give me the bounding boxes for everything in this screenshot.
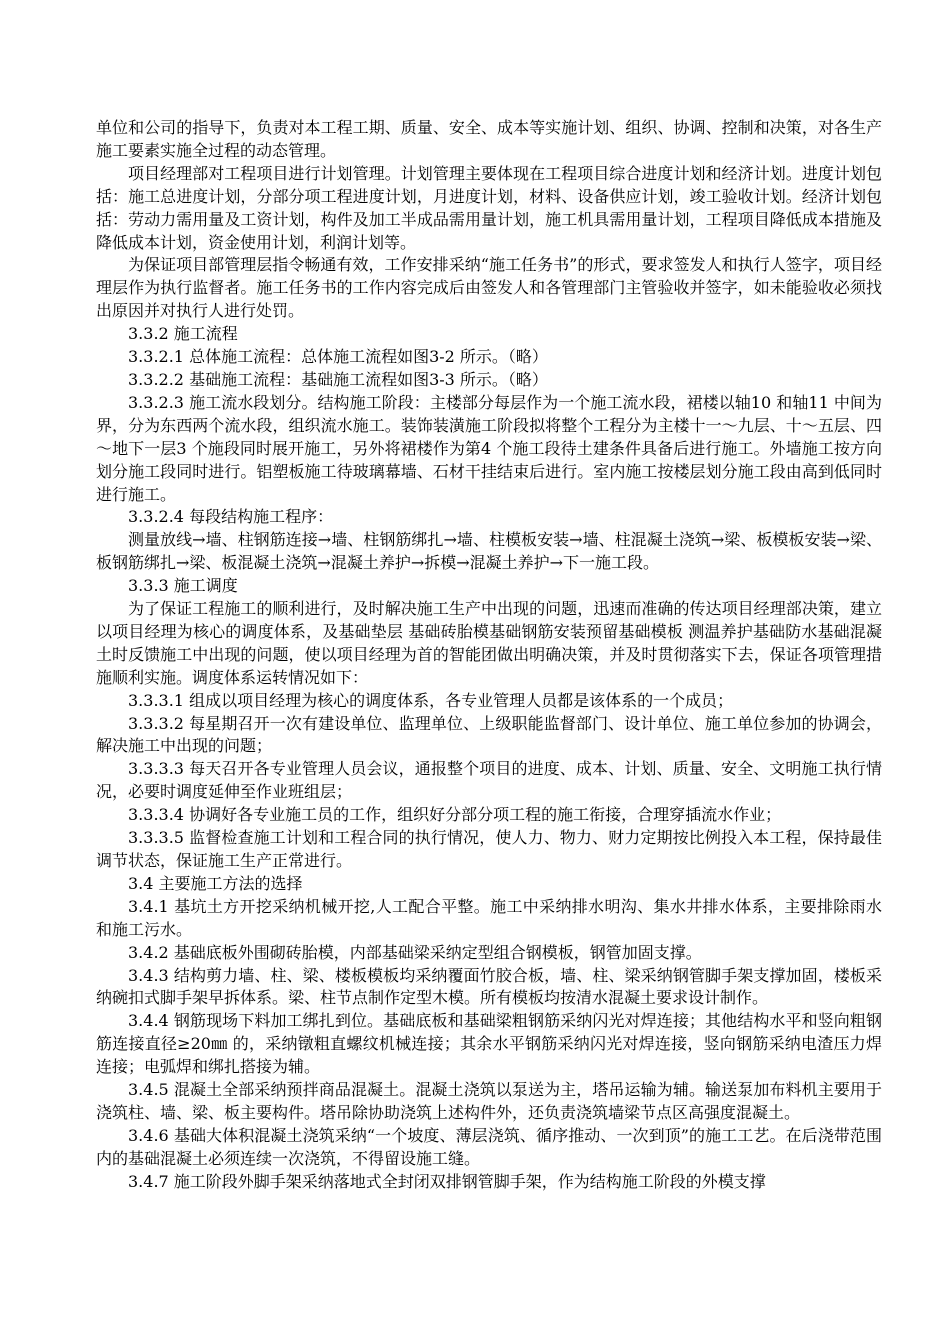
section-heading-3-4: 3.4 主要施工方法的选择 [128,873,303,893]
paragraph-3-3-2-1: 3.3.2.1 总体施工流程：总体施工流程如图3-2 所示。（略） [128,347,548,367]
paragraph-3-4-5: 3.4.5 混凝土全部采纳预拌商品混凝土。混凝土浇筑以泵送为主，塔吊运输为辅。输送泵加布料机主要用于浇筑柱、墙、梁、板主要构件。塔吊除协助浇筑上述构件外，还负责浇筑墙梁节点区高强度混凝土。 [96,1080,882,1122]
paragraph-3-3-3-1: 3.3.3.1 组成以项目经理为核心的调度体系，各专业管理人员都是该体系的一个成员； [128,690,734,710]
paragraph-3-3-2-3: 3.3.2.3 施工流水段划分。结构施工阶段：主楼部分每层作为一个施工流水段，裙楼以轴10 和轴11 中间为界，分为东西两个流水段，组织流水施工。装饰装潢施工阶段拟将整个工程分为主楼十一～九层、十～五层、四～地下一层3 个施段同时展开施工，另外将裙楼作为第4 个施工段待土建条件具备后进行施工。外墙施工按方向划分施工段同时进行。铝塑板施工待玻璃幕墙、石材干挂结束后进行。室内施工按楼层划分施工段由高到低同时进行施工。 [96,392,882,504]
paragraph-3-4-3: 3.4.3 结构剪力墙、柱、梁、楼板模板均采纳覆面竹胶合板，墙、柱、梁采纳钢管脚手架支撑加固，楼板采纳碗扣式脚手架早拆体系。梁、柱节点制作定型木模。所有模板均按清水混凝土要求设计制作。 [96,965,882,1008]
paragraph-3-3-3-3: 3.3.3.3 每天召开各专业管理人员会议，通报整个项目的进度、成本、计划、质量、安全、文明施工执行情况，必要时调度延伸至作业班组层； [96,759,882,802]
paragraph-dispatch-system: 为了保证工程施工的顺利进行，及时解决施工生产中出现的问题，迅速而准确的传达项目经理部决策，建立以项目经理为核心的调度体系，及基础垫层 基础砖胎模基础钢筋安装预留基础模板 测温养护基础防水基础混凝土时反馈施工中出现的问题，使以项目经理为首的智能团做出明确决策，并及时贯彻落实下去，保证各项管理措施顺利实施。调度体系运转情况如下： [96,599,882,687]
paragraph-intro-continuation: 单位和公司的指导下，负责对本工程工期、质量、安全、成本等实施计划、组织、协调、控制和决策，对各生产施工要素实施全过程的动态管理。 [96,118,882,160]
paragraph-3-3-2-2: 3.3.2.2 基础施工流程：基础施工流程如图3-3 所示。（略） [128,369,548,389]
paragraph-plan-management: 项目经理部对工程项目进行计划管理。计划管理主要体现在工程项目综合进度计划和经济计划。进度计划包括：施工总进度计划，分部分项工程进度计划，月进度计划，材料、设备供应计划，竣工验收计划。经济计划包括：劳动力需用量及工资计划，构件及加工半成品需用量计划，施工机具需用量计划，工程项目降低成本措施及降低成本计划，资金使用计划，利润计划等。 [96,163,882,252]
section-heading-3-3-3: 3.3.3 施工调度 [128,576,238,596]
paragraph-3-4-2: 3.4.2 基础底板外围砌砖胎模，内部基础梁采纳定型组合钢模板，钢管加固支撑。 [128,942,702,962]
section-heading-3-3-2: 3.3.2 施工流程 [128,324,238,344]
paragraph-3-3-2-4: 3.3.2.4 每段结构施工程序： [128,507,334,527]
paragraph-3-3-3-2: 3.3.3.2 每星期召开一次有建设单位、监理单位、上级职能监督部门、设计单位、施工单位参加的协调会，解决施工中出现的问题； [96,713,882,756]
paragraph-construction-sequence: 测量放线→墙、柱钢筋连接→墙、柱钢筋绑扎→墙、柱模板安装→墙、柱混凝土浇筑→梁、板模板安装→梁、板钢筋绑扎→梁、板混凝土浇筑→混凝土养护→拆模→混凝土养护→下一施工段。 [96,530,882,573]
paragraph-3-3-3-4: 3.3.3.4 协调好各专业施工员的工作，组织好分部分项工程的施工衔接，合理穿插流水作业； [128,805,782,825]
paragraph-3-4-4: 3.4.4 钢筋现场下料加工绑扎到位。基础底板和基础梁粗钢筋采纳闪光对焊连接；其他结构水平和竖向粗钢筋连接直径≥20㎜ 的，采纳镦粗直螺纹机械连接；其余水平钢筋采纳闪光对焊连接，竖向钢筋采纳电渣压力焊连接；电弧焊和绑扎搭接为辅。 [96,1011,882,1077]
paragraph-3-3-3-5: 3.3.3.5 监督检查施工计划和工程合同的执行情况，使人力、物力、财力定期按比例投入本工程，保持最佳调节状态，保证施工生产正常进行。 [96,828,882,870]
paragraph-3-4-7: 3.4.7 施工阶段外脚手架采纳落地式全封闭双排钢管脚手架，作为结构施工阶段的外模支撑 [128,1171,766,1191]
paragraph-3-4-6: 3.4.6 基础大体积混凝土浇筑采纳“一个坡度、薄层浇筑、循序推动、一次到顶”的施工工艺。在后浇带范围内的基础混凝土必须连续一次浇筑，不得留设施工缝。 [96,1125,882,1168]
document-page [96,117,882,1194]
paragraph-3-4-1: 3.4.1 基坑土方开挖采纳机械开挖,人工配合平整。施工中采纳排水明沟、集水井排水体系，主要排除雨水和施工污水。 [96,896,882,939]
paragraph-task-book: 为保证项目部管理层指令畅通有效，工作安排采纳“施工任务书”的形式，要求签发人和执行人签字，项目经理层作为执行监督者。施工任务书的工作内容完成后由签发人和各管理部门主管验收并签字，如未能验收必须找出原因并对执行人进行处罚。 [96,255,882,321]
